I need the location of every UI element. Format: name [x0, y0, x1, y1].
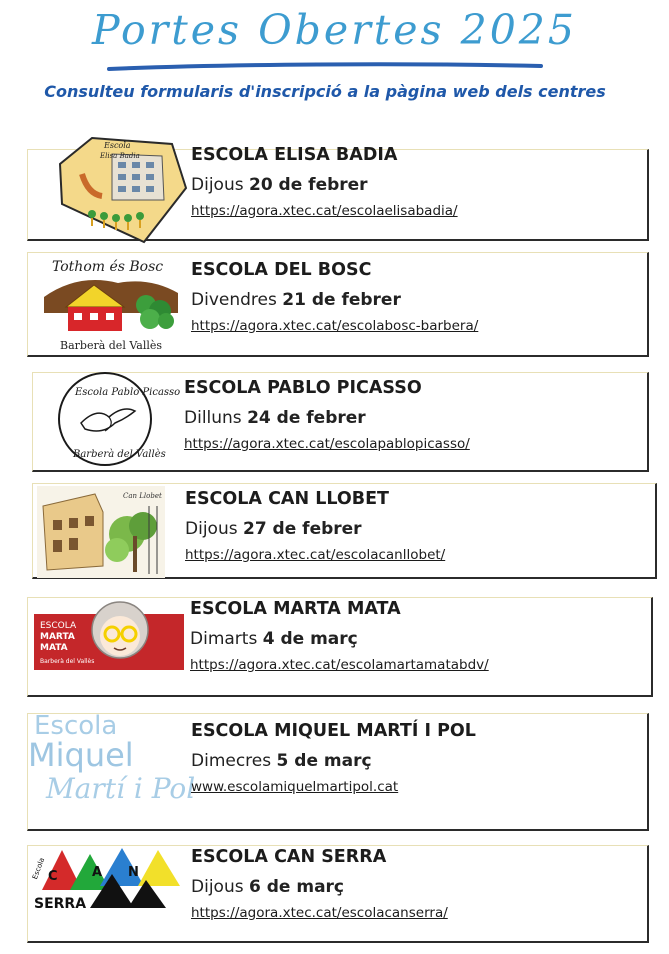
school-card-del-bosc [27, 252, 649, 357]
svg-text:C: C [48, 869, 58, 884]
escola-can-serra-logo [30, 846, 188, 912]
open-day-date: Dijous 6 de març [191, 877, 344, 897]
school-card-can-serra [27, 845, 649, 943]
svg-text:Escola: Escola [34, 711, 118, 741]
school-name: ESCOLA MIQUEL MARTÍ I POL [191, 721, 476, 741]
svg-text:MATA: MATA [40, 643, 68, 653]
open-day-date: Dimecres 5 de març [191, 751, 372, 771]
school-website-link[interactable]: https://agora.xtec.cat/escolaelisabadia/ [191, 203, 458, 219]
logo-caption: Barberà del Vallès [60, 339, 163, 352]
school-website-link[interactable]: https://agora.xtec.cat/escolapablopicasso/ [184, 436, 470, 452]
school-card-elisa-badia [27, 141, 649, 241]
escola-pablo-picasso-logo [45, 365, 181, 471]
school-name: ESCOLA ELISA BADIA [191, 145, 398, 165]
svg-text:Barberà del Vallès: Barberà del Vallès [73, 449, 166, 460]
svg-text:Barberà del Vallès: Barberà del Vallès [40, 658, 95, 665]
school-card-pablo-picasso [32, 372, 649, 472]
svg-text:ESCOLA: ESCOLA [40, 621, 77, 631]
school-card-can-llobet [32, 483, 657, 579]
svg-text:Escola Pablo Picasso: Escola Pablo Picasso [75, 387, 181, 398]
svg-text:Miquel: Miquel [28, 736, 134, 774]
school-name: ESCOLA DEL BOSC [191, 260, 372, 280]
open-day-date: Dijous 27 de febrer [185, 519, 362, 539]
school-name: ESCOLA PABLO PICASSO [184, 378, 422, 398]
school-website-link[interactable]: https://agora.xtec.cat/escolacanserra/ [191, 905, 448, 921]
escola-elisa-badia-logo [52, 134, 190, 246]
title-underline [105, 60, 545, 74]
school-card-marta-mata [27, 597, 653, 697]
open-day-date: Divendres 21 de febrer [191, 290, 401, 310]
svg-text:Escola: Escola [104, 141, 131, 150]
escola-can-llobet-logo [37, 486, 165, 578]
school-name: ESCOLA MARTA MATA [190, 599, 401, 619]
svg-text:SERRA: SERRA [34, 896, 87, 912]
svg-text:Tothom és Bosc: Tothom és Bosc [52, 259, 164, 275]
school-website-link[interactable]: https://agora.xtec.cat/escolabosc-barbera/ [191, 318, 479, 334]
school-name: ESCOLA CAN LLOBET [185, 489, 389, 509]
page-subtitle: Consulteu formularis d'inscripció a la pàgina web dels centres [44, 82, 606, 101]
escola-marta-mata-logo [34, 600, 184, 670]
escola-miquel-marti-i-pol-logo [24, 708, 196, 808]
school-card-miquel-marti-i-pol [27, 713, 649, 831]
school-website-link[interactable]: https://agora.xtec.cat/escolacanllobet/ [185, 547, 446, 563]
school-name: ESCOLA CAN SERRA [191, 847, 387, 867]
school-website-link[interactable]: www.escolamiquelmartipol.cat [191, 779, 399, 795]
open-day-date: Dilluns 24 de febrer [184, 408, 366, 428]
svg-text:Escola: Escola [30, 856, 47, 881]
svg-text:Can Llobet: Can Llobet [123, 492, 162, 500]
open-day-date: Dijous 20 de febrer [191, 175, 368, 195]
svg-text:Martí i Pol: Martí i Pol [46, 772, 196, 805]
school-website-link[interactable]: https://agora.xtec.cat/escolamartamatabdv/ [190, 657, 489, 673]
svg-text:Elisa Badia: Elisa Badia [100, 152, 140, 160]
svg-text:N: N [128, 865, 139, 880]
svg-text:MARTA: MARTA [40, 632, 75, 642]
escola-del-bosc-logo [38, 253, 188, 355]
page-title: Portes Obertes 2025 [92, 6, 577, 54]
svg-text:A: A [92, 865, 103, 880]
open-day-date: Dimarts 4 de març [190, 629, 358, 649]
